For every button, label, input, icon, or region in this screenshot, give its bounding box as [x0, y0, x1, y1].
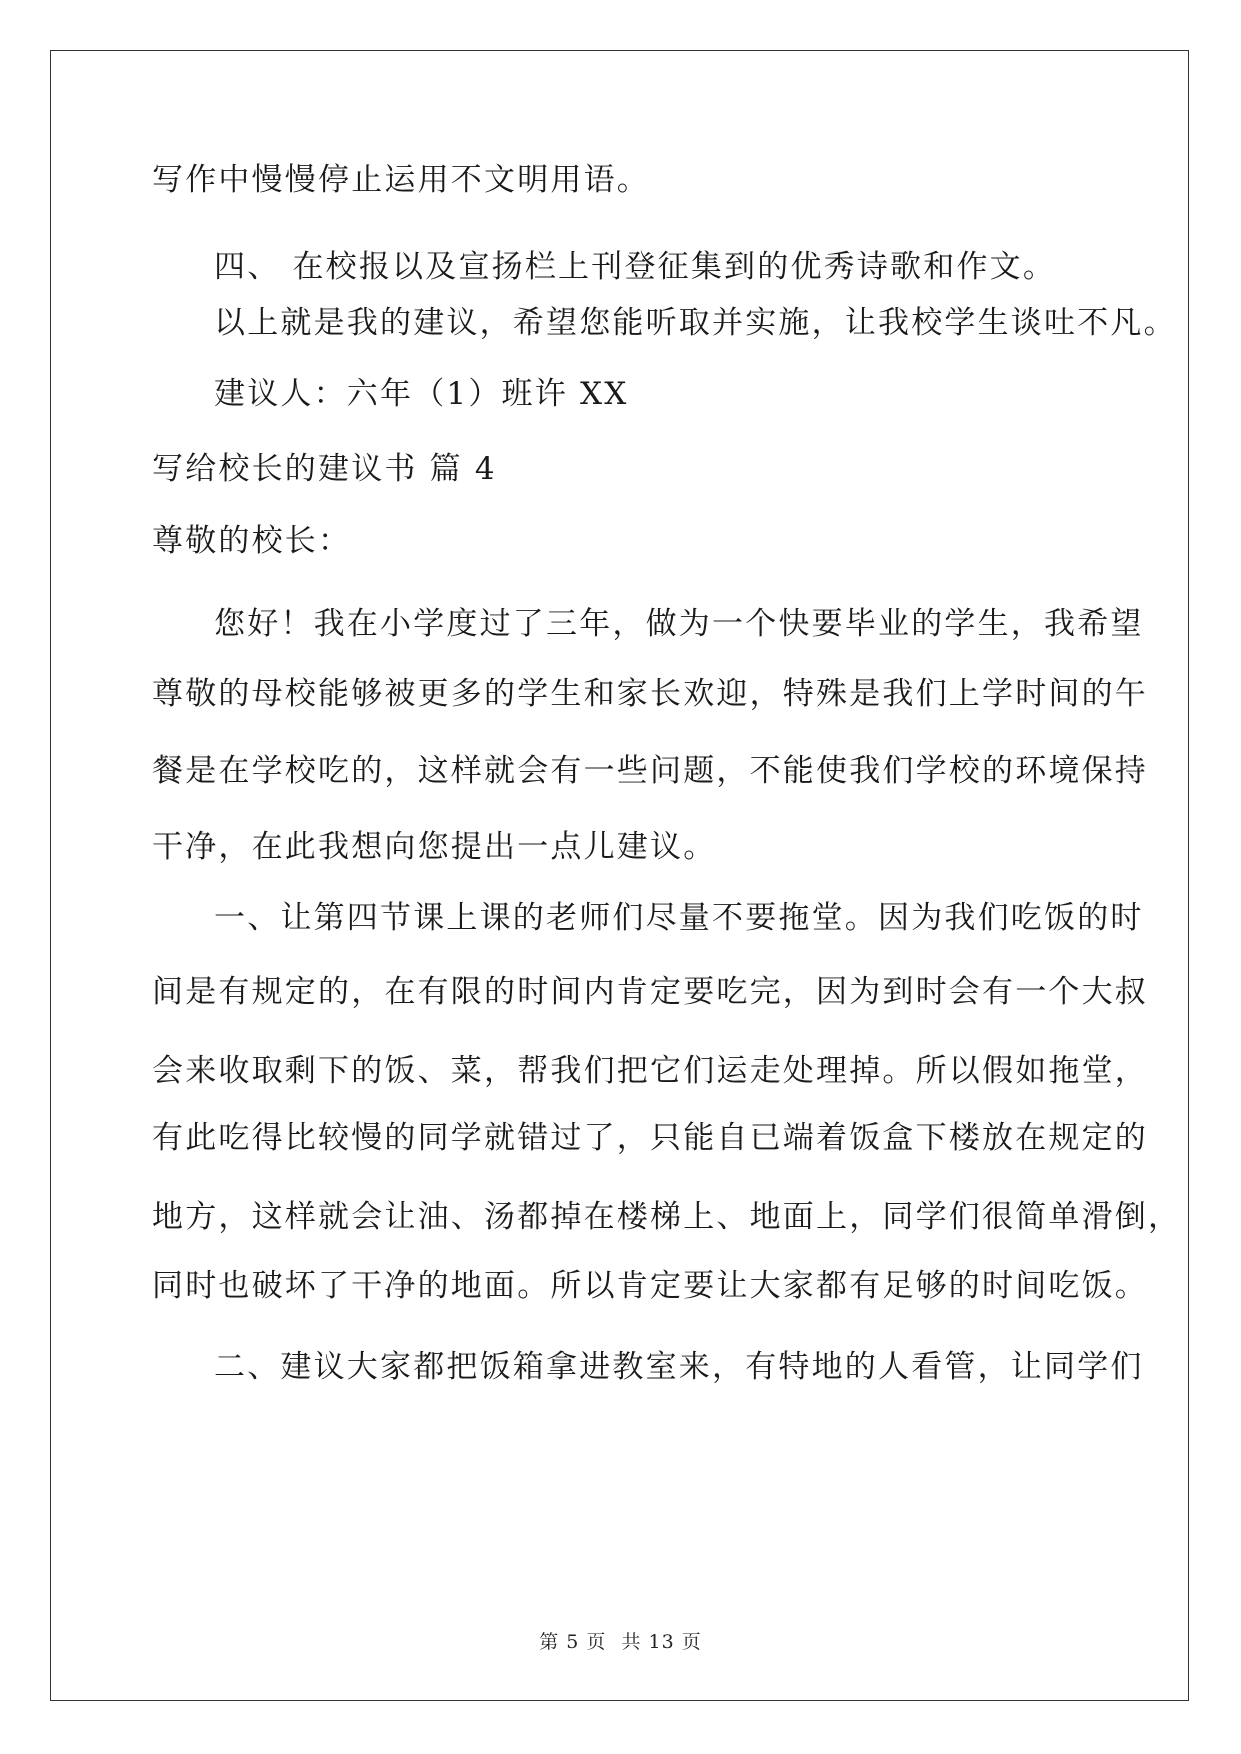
text-line: 间是有规定的，在有限的时间内肯定要吃完，因为到时会有一个大叔	[152, 974, 1148, 1010]
text-line: 有此吃得比较慢的同学就错过了，只能自已端着饭盒下楼放在规定的	[152, 1120, 1148, 1156]
section-heading: 写给校长的建议书 篇 4	[152, 451, 497, 487]
text-line: 干净，在此我想向您提出一点儿建议。	[152, 829, 717, 865]
text-line: 一、让第四节课上课的老师们尽量不要拖堂。因为我们吃饭的时	[214, 900, 1144, 936]
text-line: 二、建议大家都把饭箱拿进教室来，有特地的人看管，让同学们	[214, 1349, 1144, 1385]
text-line: 地方，这样就会让油、汤都掉在楼梯上、地面上，同学们很简单滑倒，	[152, 1199, 1182, 1235]
text-line: 您好！我在小学度过了三年，做为一个快要毕业的学生，我希望	[214, 606, 1144, 642]
text-line: 四、 在校报以及宣扬栏上刊登征集到的优秀诗歌和作文。	[214, 249, 1057, 285]
signature-line: 建议人：六年（1）班许 XX	[214, 376, 629, 412]
text-line: 餐是在学校吃的，这样就会有一些问题，不能使我们学校的环境保持	[152, 753, 1148, 789]
text-line: 同时也破坏了干净的地面。所以肯定要让大家都有足够的时间吃饭。	[152, 1268, 1148, 1304]
salutation: 尊敬的校长：	[152, 523, 352, 559]
text-line: 尊敬的母校能够被更多的学生和家长欢迎，特殊是我们上学时间的午	[152, 676, 1148, 712]
text-line: 会来收取剩下的饭、菜，帮我们把它们运走处理掉。所以假如拖堂，	[152, 1053, 1148, 1089]
page-border	[50, 50, 1189, 1701]
page-number: 第 5 页	[539, 1631, 607, 1653]
page-total: 共 13 页	[621, 1631, 702, 1653]
text-line: 以上就是我的建议，希望您能听取并实施，让我校学生谈吐不凡。	[214, 305, 1177, 341]
page-footer	[0, 1627, 1241, 1654]
text-line: 写作中慢慢停止运用不文明用语。	[152, 162, 650, 198]
